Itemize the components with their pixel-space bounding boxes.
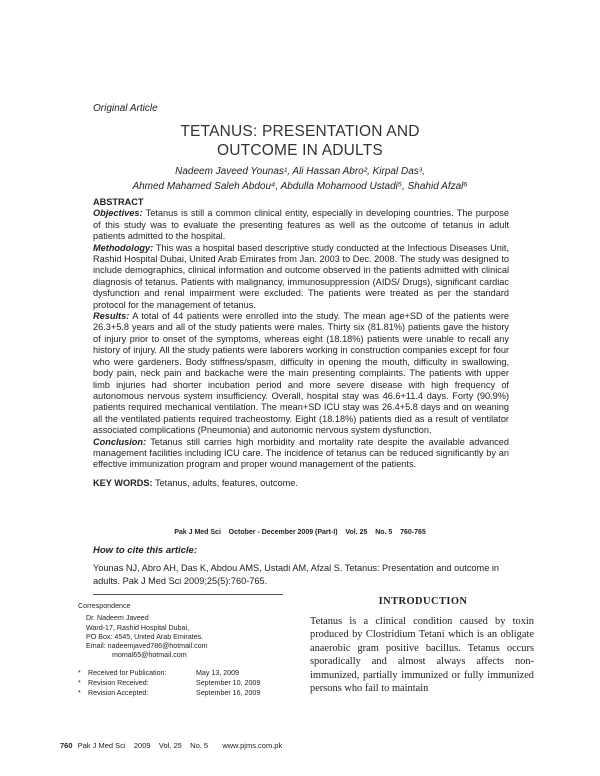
- date-row: * Received for Publication: May 13, 2009: [78, 669, 239, 677]
- dates: [78, 668, 308, 698]
- title-line-2: OUTCOME IN ADULTS: [217, 142, 383, 159]
- correspondence-line: PO Box: 4545, United Arab Emirates.: [86, 632, 204, 641]
- how-to-cite-text: Younas NJ, Abro AH, Das K, Abdou AMS, Ustadi AM, Afzal S. Tetanus: Presentation and outcome in adults. Pak J Med Sci 2009;25(5):760-765.: [93, 563, 500, 586]
- title-line-1: TETANUS: PRESENTATION AND: [180, 123, 420, 140]
- introduction-text: Tetanus is a clinical condition caused by toxin produced by Clostridium Tetani which is an obligate anaerobic gram positive bacillus. Tetanus occurs sporadically and almost always affects non-immunized, partially immunized or fully immunized persons who fail to maintain: [310, 616, 534, 695]
- authors: [0, 164, 600, 194]
- abstract: [93, 197, 509, 489]
- keywords: KEY WORDS: Tetanus, adults, features, outcome.: [93, 477, 298, 488]
- abstract-methodology: Methodology: This was a hospital based descriptive study conducted at the Infectious Diseases Unit, Rashid Hospital Dubai, United Arab Emirates from Jan. 2003 to Dec. 2008. The study was designed to include demographics, clinical information and outcome observed in the patients admitted with clinical diagnosis of tetanus. Patients with malignancy, immunosuppression (AIDS/ Drugs), significant cardiac dysfunction and renal impairment were excluded. The patients were treated as per the standard protocol for the management of tetanus.: [93, 242, 510, 310]
- article-type: Original Article: [93, 103, 158, 114]
- correspondence-line: Dr. Nadeem Javeed: [86, 614, 149, 623]
- abstract-conclusion: Conclusion: Tetanus still carries high morbidity and mortality rate despite the available advanced management facilities including ICU care. The incidence of tetanus can be reduced significantly by an effective immunization program and proper wound management of the patients.: [93, 436, 509, 470]
- page-number: 760: [60, 741, 73, 750]
- correspondence-email: Email: nadeemjaved786@hotmail.com: [86, 642, 208, 651]
- authors-line-1: Nadeem Javeed Younas¹, Ali Hassan Abro², Kirpal Das³,: [175, 166, 425, 177]
- abstract-objectives: Objectives: Tetanus is still a common clinical entity, especially in developing countries. The purpose of this study was to evaluate the presenting features as well as the outcome of tetanus in adult patients admitted to the hospital.: [93, 208, 509, 242]
- citation-line: Pak J Med Sci October - December 2009 (Part-I) Vol. 25 No. 5 760-765: [174, 529, 426, 536]
- correspondence-heading: Correspondence: [78, 602, 131, 610]
- abstract-results: Results: A total of 44 patients were enrolled into the study. The mean age+SD of the patients were 26.3+5.8 years and all of the study patients were males. Thirty six (81.81%) patients gave the history of injury prior to onset of the symptoms, whereas eight (18.18%) patients were unable to recall any history of injury. All the study patients were laborers working in construction companies except for four who were gardeners. Body stiffness/spasm, difficulty in opening the mouth, difficulty in swallowing, body pain, neck pain and backache were the main presenting complaints. The patients with upper limb injuries had shorter incubation period and more severe disease with high frequency of autonomous nervous system insufficiency. Overall, hospital stay was 46.6+11.4 days. Forty (90.9%) patients required mechanical ventilation. The mean+SD ICU stay was 26.4+5.8 days and on weaning all the ventilated patients required tracheostomy. Eight (18.18%) patients died as a result of ventilator associated complications (Pneumonia) and autonomic nervous system dysfunction.: [93, 311, 509, 436]
- correspondence: [78, 602, 298, 661]
- date-row: * Revision Accepted: September 16, 2009: [78, 689, 261, 697]
- introduction-heading: INTRODUCTION: [378, 596, 468, 607]
- correspondence-email-2: momal65@hotmail.com: [112, 651, 187, 660]
- authors-line-2: Ahmed Mahamed Saleh Abdou⁴, Abdulla Mohamood Ustadi⁵, Shahid Afzal⁶: [132, 181, 468, 192]
- page-title: [0, 122, 600, 160]
- footer-journal: Pak J Med Sci 2009 Vol. 25 No. 5: [77, 741, 209, 750]
- divider: [93, 594, 283, 595]
- date-row: * Revision Received: September 10, 2009: [78, 679, 261, 687]
- footer-url: www.pjms.com.pk: [222, 741, 283, 750]
- footer: [60, 741, 282, 750]
- correspondence-line: Ward-17, Rashid Hospital Dubai,: [86, 623, 190, 632]
- abstract-heading: ABSTRACT: [93, 197, 144, 207]
- how-to-cite-heading: How to cite this article:: [93, 545, 197, 556]
